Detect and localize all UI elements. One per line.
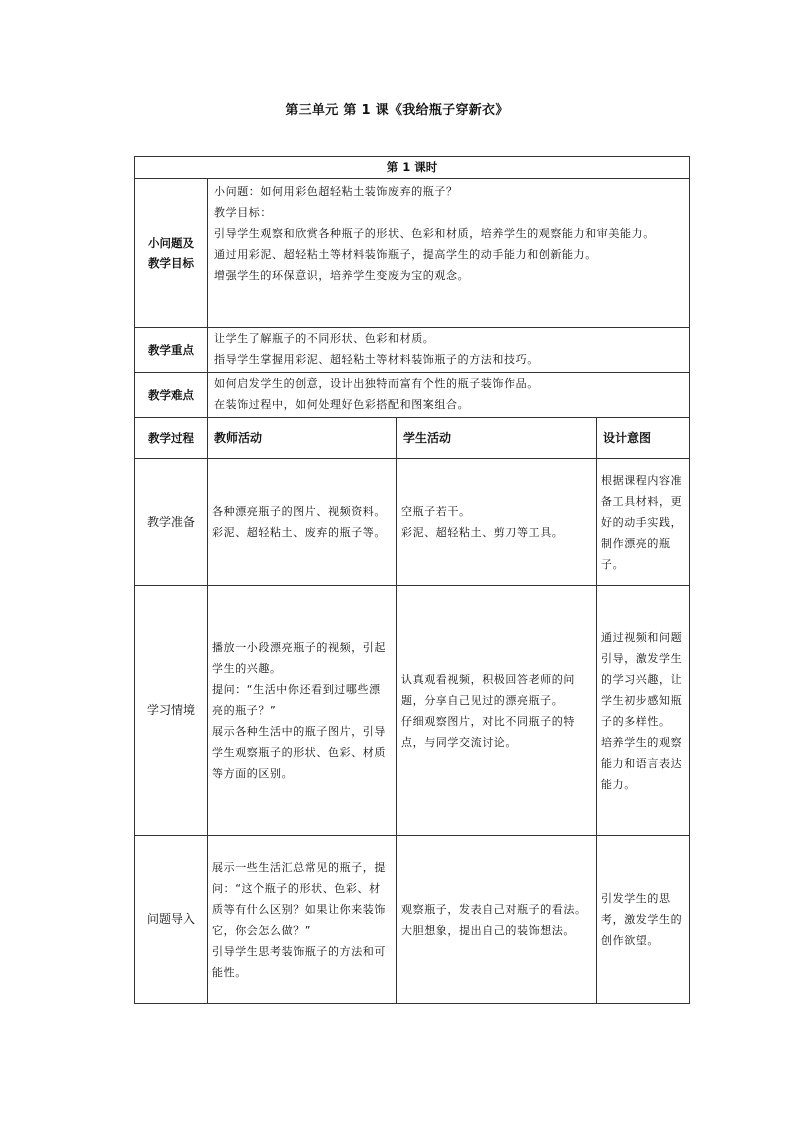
student-activity [397,459,597,586]
teacher-line: 展示一些生活汇总常见的瓶子，提问：“这个瓶子的形状、色彩、材质等有什么区别？如果让你来装饰它，你会怎么做？” [212,860,386,937]
student-line: 大胆想象，提出自己的装饰想法。 [401,923,575,937]
difficulty-line: 在装饰过程中，如何处理好色彩搭配和图案组合。 [214,398,470,411]
design-intent [597,459,690,586]
intent-line: 培养学生的观察能力和语言表达能力。 [601,735,683,791]
process-header-teacher: 教师活动 [208,418,397,459]
intent-line: 通过视频和问题引导，激发学生的学习兴趣，让学生初步感知瓶子的多样性。 [601,630,683,728]
intent-line: 根据课程内容准备工具材料，更好的动手实践，制作漂亮的瓶子。 [601,473,683,571]
goals-label [135,179,208,328]
period-header: 第 1 课时 [135,157,690,179]
difficulty-line: 如何启发学生的创意，设计出独特而富有个性的瓶子装饰作品。 [214,377,539,390]
design-intent [597,836,690,1004]
key-points-content [208,328,690,373]
student-line: 仔细观察图片，对比不同瓶子的特点，与同学交流讨论。 [401,714,575,749]
teacher-activity [208,836,397,1004]
intent-line: 引发学生的思考，激发学生的创作欲望。 [601,892,683,947]
key-points-label: 教学重点 [135,328,208,373]
process-header-intent: 设计意图 [597,418,690,459]
teacher-line: 播放一小段漂亮瓶子的视频，引起学生的兴趣。 [212,641,386,675]
goals-line: 通过用彩泥、超轻粘土等材料装饰瓶子，提高学生的动手能力和创新能力。 [214,248,597,261]
stage-label: 教学准备 [135,459,208,586]
lesson-plan-table [134,156,690,1004]
process-header-stage: 教学过程 [135,418,208,459]
stage-label: 问题导入 [135,836,208,1004]
goals-line: 教学目标： [214,206,272,219]
student-line: 彩泥、超轻粘土、剪刀等工具。 [401,526,564,539]
goals-line: 小问题：如何用彩色超轻粘土装饰废弃的瓶子？ [214,185,458,198]
teacher-activity [208,586,397,836]
goals-label-text: 小问题及 教学目标 [148,236,194,270]
teacher-line: 展示各种生活中的瓶子图片，引导学生观察瓶子的形状、色彩、材质等方面的区别。 [212,725,386,780]
goals-content [208,179,690,328]
goals-line: 增强学生的环保意识，培养学生变废为宝的观念。 [214,269,470,282]
student-line: 观察瓶子，发表自己对瓶子的看法。 [401,902,587,916]
teacher-activity [208,459,397,586]
key-point-line: 让学生了解瓶子的不同形状、色彩和材质。 [214,332,435,345]
process-header-student: 学生活动 [397,418,597,459]
student-line: 空瓶子若干。 [401,505,471,518]
goals-line: 引导学生观察和欣赏各种瓶子的形状、色彩和材质，培养学生的观察能力和审美能力。 [214,227,655,240]
difficulties-content [208,373,690,418]
stage-label: 学习情境 [135,586,208,836]
document-title: 第三单元 第 1 课《我给瓶子穿新衣》 [285,103,509,118]
teacher-line: 彩泥、超轻粘土、废弃的瓶子等。 [212,526,386,539]
design-intent [597,586,690,836]
teacher-line: 各种漂亮瓶子的图片、视频资料。 [212,505,386,518]
student-activity [397,586,597,836]
teacher-line: 引导学生思考装饰瓶子的方法和可能性。 [212,944,386,979]
teacher-line: 提问：“生活中你还看到过哪些漂亮的瓶子？” [212,683,381,717]
student-activity [397,836,597,1004]
student-line: 认真观看视频，积极回答老师的问题，分享自己见过的漂亮瓶子。 [401,672,575,707]
difficulties-label: 教学难点 [135,373,208,418]
key-point-line: 指导学生掌握用彩泥、超轻粘土等材料装饰瓶子的方法和技巧。 [214,353,539,366]
